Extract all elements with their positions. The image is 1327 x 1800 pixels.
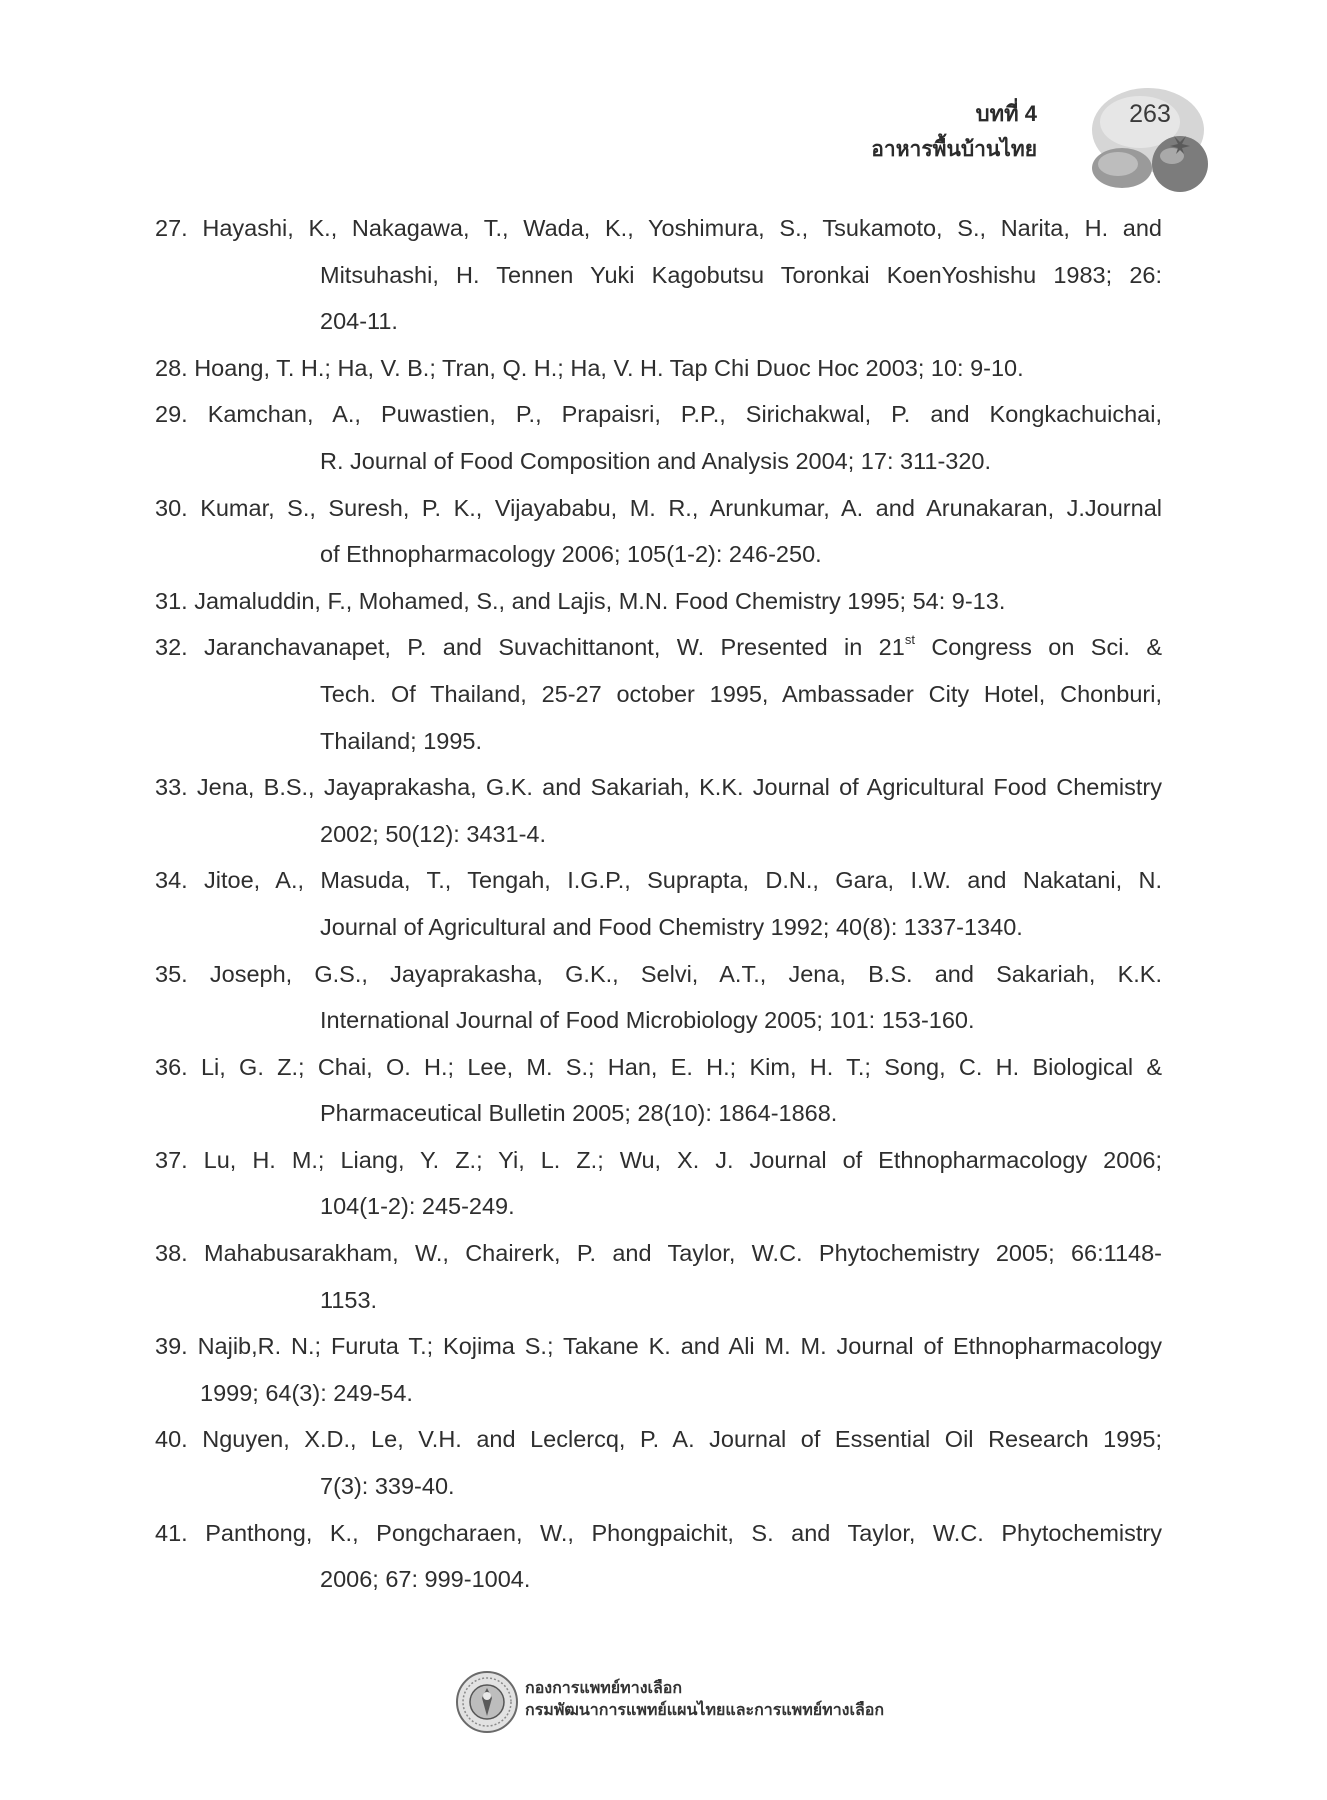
reference-continuation: International Journal of Food Microbiology 2005; 101: 153-160. <box>320 1007 975 1034</box>
reference-item <box>155 391 1162 484</box>
reference-item <box>155 1137 1162 1230</box>
reference-number: 37. <box>155 1146 188 1173</box>
reference-continuation: 1999; 64(3): 249-54. <box>200 1379 413 1406</box>
reference-text: Lu, H. M.; Liang, Y. Z.; Yi, L. Z.; Wu, X. J. Journal of Ethnopharmacology 2006; <box>203 1146 1162 1173</box>
reference-continuation: R. Journal of Food Composition and Analysis 2004; 17: 311-320. <box>320 447 992 474</box>
reference-text: Mahabusarakham, W., Chairerk, P. and Taylor, W.C. Phytochemistry 2005; 66:1148- <box>204 1240 1162 1267</box>
reference-continuation: Pharmaceutical Bulletin 2005; 28(10): 1864-1868. <box>320 1100 838 1127</box>
reference-text: Joseph, G.S., Jayaprakasha, G.K., Selvi, A.T., Jena, B.S. and Sakariah, K.K. <box>209 960 1162 987</box>
reference-item <box>155 1323 1162 1416</box>
reference-continuation: Journal of Agricultural and Food Chemistry 1992; 40(8): 1337-1340. <box>320 913 1023 940</box>
reference-item <box>155 624 1162 764</box>
reference-text: Kumar, S., Suresh, P. K., Vijayababu, M. R., Arunkumar, A. and Arunakaran, J.Journal <box>200 494 1162 521</box>
reference-number: 29. <box>155 401 188 428</box>
reference-item <box>155 951 1162 1044</box>
reference-number: 33. <box>155 774 188 801</box>
reference-item <box>155 857 1162 950</box>
reference-item <box>155 1510 1162 1603</box>
reference-text: Hoang, T. H.; Ha, V. B.; Tran, Q. H.; Ha, V. H. Tap Chi Duoc Hoc 2003; 10: 9-10. <box>194 354 1024 381</box>
reference-continuation: of Ethnopharmacology 2006; 105(1-2): 246-250. <box>320 541 822 568</box>
reference-item <box>155 764 1162 857</box>
chapter-label: บทที่ 4 <box>975 101 1037 126</box>
reference-text: Kamchan, A., Puwastien, P., Prapaisri, P.P., Sirichakwal, P. and Kongkachuichai, <box>207 401 1163 428</box>
reference-item <box>155 1230 1162 1323</box>
reference-text: Panthong, K., Pongcharaen, W., Phongpaichit, S. and Taylor, W.C. Phytochemistry <box>205 1519 1162 1546</box>
reference-number: 32. <box>155 634 188 661</box>
page-number: 263 <box>1129 100 1171 128</box>
reference-item <box>155 1044 1162 1137</box>
reference-number: 36. <box>155 1053 188 1080</box>
reference-number: 27. <box>155 215 188 241</box>
reference-item <box>155 1416 1162 1509</box>
chapter-title: อาหารพื้นบ้านไทย <box>871 138 1037 161</box>
reference-text: Jaranchavanapet, P. and Suvachittanont, W. Presented in 21st Congress on Sci. & <box>204 631 1162 661</box>
reference-text: Jena, B.S., Jayaprakasha, G.K. and Sakariah, K.K. Journal of Agricultural Food Chemistry <box>196 774 1162 801</box>
department-seal-icon <box>455 1670 519 1734</box>
reference-continuation: Tech. Of Thailand, 25-27 october 1995, Ambassader City Hotel, Chonburi, <box>320 680 1162 707</box>
reference-number: 38. <box>155 1240 188 1267</box>
reference-number: 34. <box>155 867 188 894</box>
reference-text: Hayashi, K., Nakagawa, T., Wada, K., Yoshimura, S., Tsukamoto, S., Narita, H. and <box>202 215 1163 241</box>
reference-text: Jamaluddin, F., Mohamed, S., and Lajis, M.N. Food Chemistry 1995; 54: 9-13. <box>194 587 1006 614</box>
reference-list <box>155 205 1162 1603</box>
reference-continuation: 2006; 67: 999-1004. <box>320 1566 531 1593</box>
reference-number: 30. <box>155 494 188 521</box>
reference-item <box>155 578 1162 625</box>
reference-number: 39. <box>155 1333 188 1360</box>
page-footer <box>455 1670 895 1750</box>
page-header <box>871 96 1037 168</box>
reference-number: 35. <box>155 960 188 987</box>
reference-text: Li, G. Z.; Chai, O. H.; Lee, M. S.; Han, E. H.; Kim, H. T.; Song, C. H. Biological & <box>200 1053 1162 1080</box>
reference-item <box>155 485 1162 578</box>
reference-item <box>155 205 1162 345</box>
reference-text: Jitoe, A., Masuda, T., Tengah, I.G.P., Suprapta, D.N., Gara, I.W. and Nakatani, N. <box>204 867 1162 894</box>
reference-continuation: Mitsuhashi, H. Tennen Yuki Kagobutsu Toronkai KoenYoshishu 1983; 26: <box>320 261 1162 288</box>
reference-text: Nguyen, X.D., Le, V.H. and Leclercq, P. A. Journal of Essential Oil Research 1995; <box>202 1426 1162 1453</box>
reference-number: 28. <box>155 354 188 381</box>
reference-text: Najib,R. N.; Furuta T.; Kojima S.; Takane K. and Ali M. M. Journal of Ethnopharmacology <box>197 1333 1162 1360</box>
reference-item <box>155 345 1162 392</box>
reference-continuation: 2002; 50(12): 3431-4. <box>320 820 547 847</box>
reference-continuation: 1153. <box>320 1286 378 1313</box>
footer-ministry-department: กรมพัฒนาการแพทย์แผนไทยและการแพทย์ทางเลือก <box>525 1702 885 1719</box>
reference-number: 41. <box>155 1519 188 1546</box>
reference-number: 40. <box>155 1426 188 1453</box>
reference-continuation: 7(3): 339-40. <box>320 1473 455 1500</box>
reference-continuation: Thailand; 1995. <box>320 727 483 754</box>
footer-department: กองการแพทย์ทางเลือก <box>525 1680 683 1697</box>
reference-number: 31. <box>155 587 188 614</box>
reference-continuation: 204-11. <box>320 308 398 335</box>
reference-continuation: 104(1-2): 245-249. <box>320 1193 515 1220</box>
